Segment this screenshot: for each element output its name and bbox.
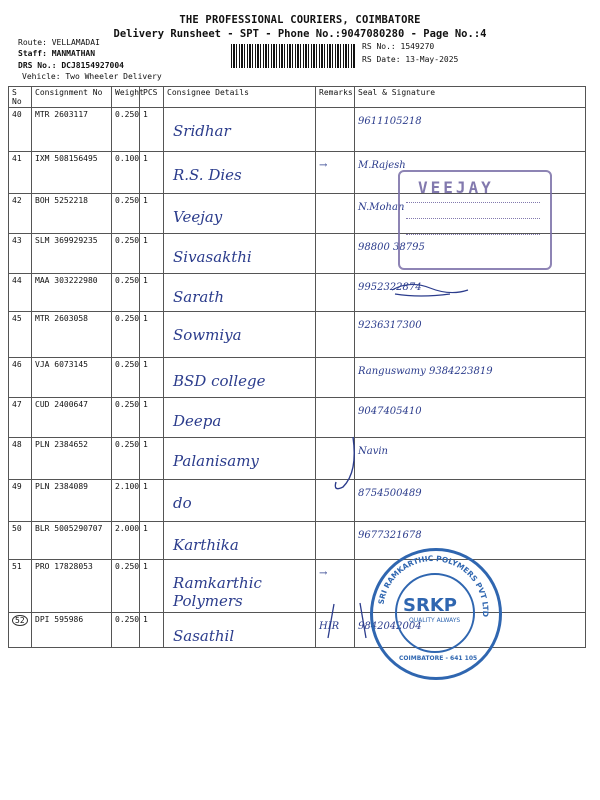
consignee-text: Veejay <box>173 208 223 226</box>
table-row <box>9 108 586 152</box>
consignee-text: Palanisamy <box>173 452 259 470</box>
pcs-cell <box>140 398 164 438</box>
consignment-text: DPI 595986 <box>35 615 84 624</box>
consignee-text: Karthika <box>173 536 239 554</box>
consignee-cell <box>164 398 316 438</box>
weight-cell <box>112 108 140 152</box>
consignment-cell <box>32 358 112 398</box>
pcs-text: 1 <box>143 154 148 163</box>
consignment-text: MAA 303222980 <box>35 276 98 285</box>
pcs-cell <box>140 108 164 152</box>
weight-text: 0.250 <box>115 276 140 285</box>
weight-cell <box>112 438 140 480</box>
weight-cell <box>112 274 140 312</box>
sno-text: 44 <box>12 276 22 285</box>
consignment-text: VJA 6073145 <box>35 360 88 369</box>
sno-cell <box>9 194 32 234</box>
consignment-cell <box>32 152 112 194</box>
veejay-stamp <box>398 170 552 270</box>
consignment-cell <box>32 108 112 152</box>
weight-cell <box>112 152 140 194</box>
consignee-text: Ramkarthic Polymers <box>173 574 262 610</box>
weight-cell <box>112 234 140 274</box>
consignment-text: PLN 2384652 <box>35 440 88 449</box>
rs-number: RS No.: 1549270 <box>362 42 435 51</box>
consignment-cell <box>32 274 112 312</box>
sno-text: 45 <box>12 314 22 323</box>
pcs-cell <box>140 438 164 480</box>
col-remarks: Remarks <box>316 87 355 108</box>
consignment-text: CUD 2400647 <box>35 400 88 409</box>
consignee-text: BSD college <box>173 372 266 390</box>
consignment-cell <box>32 438 112 480</box>
sno-cell <box>9 234 32 274</box>
seal-text: 9236317300 <box>358 320 422 331</box>
weight-text: 0.250 <box>115 314 140 323</box>
remarks-cell <box>316 312 355 358</box>
seal-cell <box>355 398 586 438</box>
seal-cell <box>355 438 586 480</box>
sno-cell <box>9 560 32 613</box>
consignee-cell <box>164 438 316 480</box>
pcs-cell <box>140 274 164 312</box>
consignee-text: do <box>173 494 192 512</box>
sno-text: 49 <box>12 482 22 491</box>
consignment-text: IXM 508156495 <box>35 154 98 163</box>
seal-cell <box>355 358 586 398</box>
drs-label: DRS No.: DCJ8154927004 <box>18 61 124 70</box>
pcs-cell <box>140 234 164 274</box>
pcs-cell <box>140 560 164 613</box>
consignment-cell <box>32 480 112 522</box>
veejay-stamp-text: VEEJAY <box>418 178 494 197</box>
weight-cell <box>112 613 140 648</box>
sno-text: 51 <box>12 562 22 571</box>
pcs-text: 1 <box>143 314 148 323</box>
vehicle-label: Vehicle: Two Wheeler Delivery <box>22 72 162 81</box>
seal-text: N.Mohan <box>358 202 405 213</box>
seal-text: 9611105218 <box>358 116 422 127</box>
seal-text: 9047405410 <box>358 406 422 417</box>
weight-text: 0.250 <box>115 360 140 369</box>
seal-text: 9952322874 <box>358 282 422 293</box>
seal-text: Navin <box>358 446 388 457</box>
srkp-city: COIMBATORE - 641 105 <box>399 655 478 662</box>
consignment-text: PRO 17828053 <box>35 562 93 571</box>
remarks-text: HIR <box>319 621 340 632</box>
weight-text: 0.250 <box>115 615 140 624</box>
weight-text: 2.100 <box>115 482 140 491</box>
svg-text:SRI RAMKARTHIC POLYMERS PVT LT: SRI RAMKARTHIC POLYMERS PVT LTD <box>376 553 491 618</box>
consignment-cell <box>32 613 112 648</box>
pcs-text: 1 <box>143 615 148 624</box>
col-seal: Seal & Signature <box>355 87 586 108</box>
col-weight: Weight <box>112 87 140 108</box>
pcs-text: 1 <box>143 236 148 245</box>
table-row <box>9 438 586 480</box>
sno-text: 50 <box>12 524 22 533</box>
remarks-cell <box>316 108 355 152</box>
pcs-text: 1 <box>143 110 148 119</box>
consignment-text: BOH 5252218 <box>35 196 88 205</box>
consignment-cell <box>32 312 112 358</box>
consignment-text: BLR 5005290707 <box>35 524 103 533</box>
col-sno: S No <box>9 87 32 108</box>
weight-cell <box>112 358 140 398</box>
signature-scrawl-44 <box>390 280 470 300</box>
weight-cell <box>112 194 140 234</box>
consignment-cell <box>32 194 112 234</box>
srkp-company-seal <box>370 548 502 680</box>
seal-text: 9677321678 <box>358 530 422 541</box>
consignment-cell <box>32 522 112 560</box>
consignee-text: R.S. Dies <box>173 166 242 184</box>
table-row <box>9 274 586 312</box>
seal-text: Ranguswamy 9384223819 <box>358 366 493 377</box>
weight-cell <box>112 480 140 522</box>
weight-cell <box>112 312 140 358</box>
weight-text: 0.250 <box>115 400 140 409</box>
consignment-text: MTR 2603058 <box>35 314 88 323</box>
pcs-text: 1 <box>143 524 148 533</box>
sno-text: 42 <box>12 196 22 205</box>
consignee-text: Deepa <box>173 412 222 430</box>
consignee-cell <box>164 108 316 152</box>
sno-text: 52 <box>12 615 28 626</box>
seal-text: 8754500489 <box>358 488 422 499</box>
table-row <box>9 358 586 398</box>
runsheet-subtitle: Delivery Runsheet - SPT - Phone No.:9047080280 - Page No.:4 <box>113 28 487 40</box>
pcs-cell <box>140 480 164 522</box>
seal-text: 98800 38795 <box>358 242 425 253</box>
sno-cell <box>9 358 32 398</box>
consignee-text: Sasathil <box>173 627 235 645</box>
pcs-text: 1 <box>143 360 148 369</box>
table-row <box>9 398 586 438</box>
company-title: THE PROFESSIONAL COURIERS, COIMBATORE <box>179 14 421 26</box>
remarks-cell <box>316 152 355 194</box>
col-consignment: Consignment No <box>32 87 112 108</box>
weight-text: 0.250 <box>115 110 140 119</box>
sno-cell <box>9 613 32 648</box>
weight-cell <box>112 522 140 560</box>
pcs-cell <box>140 613 164 648</box>
pcs-text: 1 <box>143 482 148 491</box>
consignee-cell <box>164 480 316 522</box>
pcs-cell <box>140 358 164 398</box>
remarks-text: → <box>319 160 328 171</box>
weight-text: 2.000 <box>115 524 140 533</box>
pcs-text: 1 <box>143 562 148 571</box>
srkp-logo-text: SRKP <box>403 595 457 616</box>
consignee-cell <box>164 234 316 274</box>
sno-cell <box>9 152 32 194</box>
pcs-text: 1 <box>143 276 148 285</box>
seal-cell <box>355 480 586 522</box>
seal-cell <box>355 312 586 358</box>
barcode-image <box>231 44 355 68</box>
consignment-cell <box>32 398 112 438</box>
consignee-cell <box>164 522 316 560</box>
sno-cell <box>9 480 32 522</box>
sno-text: 47 <box>12 400 22 409</box>
table-row <box>9 522 586 560</box>
col-pcs: PCS <box>140 87 164 108</box>
seal-text: M.Rajesh <box>358 160 406 171</box>
srkp-tagline: QUALITY ALWAYS <box>409 617 461 624</box>
sno-cell <box>9 522 32 560</box>
remarks-cell <box>316 522 355 560</box>
seal-cell <box>355 108 586 152</box>
consignment-text: SLM 369929235 <box>35 236 98 245</box>
consignment-cell <box>32 560 112 613</box>
remarks-cell <box>316 274 355 312</box>
pcs-text: 1 <box>143 400 148 409</box>
sno-cell <box>9 274 32 312</box>
sno-text: 46 <box>12 360 22 369</box>
remarks-text: → <box>319 568 328 579</box>
consignee-cell <box>164 560 316 613</box>
consignee-cell <box>164 274 316 312</box>
rs-date: RS Date: 13-May-2025 <box>362 55 459 64</box>
pcs-text: 1 <box>143 196 148 205</box>
signature-scrawl-52 <box>320 598 380 643</box>
consignee-cell <box>164 152 316 194</box>
remarks-cell <box>316 194 355 234</box>
consignee-text: Sivasakthi <box>173 248 252 266</box>
weight-cell <box>112 398 140 438</box>
weight-text: 0.100 <box>115 154 140 163</box>
col-consignee: Consignee Details <box>164 87 316 108</box>
pcs-cell <box>140 194 164 234</box>
sno-text: 48 <box>12 440 22 449</box>
consignee-text: Sridhar <box>173 122 231 140</box>
route-label: Route: VELLAMADAI <box>18 38 100 47</box>
consignment-text: MTR 2603117 <box>35 110 88 119</box>
seal-text: 9842042004 <box>358 621 422 632</box>
consignee-cell <box>164 358 316 398</box>
pcs-cell <box>140 522 164 560</box>
weight-text: 0.250 <box>115 440 140 449</box>
table-row <box>9 480 586 522</box>
sno-cell <box>9 108 32 152</box>
remarks-cell <box>316 234 355 274</box>
sno-text: 41 <box>12 154 22 163</box>
pcs-cell <box>140 152 164 194</box>
sno-text: 43 <box>12 236 22 245</box>
sno-text: 40 <box>12 110 22 119</box>
consignee-text: Sowmiya <box>173 326 242 344</box>
consignment-cell <box>32 234 112 274</box>
consignment-text: PLN 2384089 <box>35 482 88 491</box>
consignee-text: Sarath <box>173 288 225 306</box>
pcs-cell <box>140 312 164 358</box>
table-row <box>9 312 586 358</box>
sno-cell <box>9 398 32 438</box>
sno-cell <box>9 438 32 480</box>
weight-text: 0.250 <box>115 196 140 205</box>
remarks-cell <box>316 358 355 398</box>
weight-cell <box>112 560 140 613</box>
staff-label: Staff: MANMATHAN <box>18 49 96 58</box>
consignee-cell <box>164 194 316 234</box>
consignee-cell <box>164 312 316 358</box>
consignee-cell <box>164 613 316 648</box>
signature-scrawl-48 <box>328 432 368 502</box>
table-header-row <box>9 87 586 108</box>
sno-cell <box>9 312 32 358</box>
pcs-text: 1 <box>143 440 148 449</box>
weight-text: 0.250 <box>115 236 140 245</box>
weight-text: 0.250 <box>115 562 140 571</box>
